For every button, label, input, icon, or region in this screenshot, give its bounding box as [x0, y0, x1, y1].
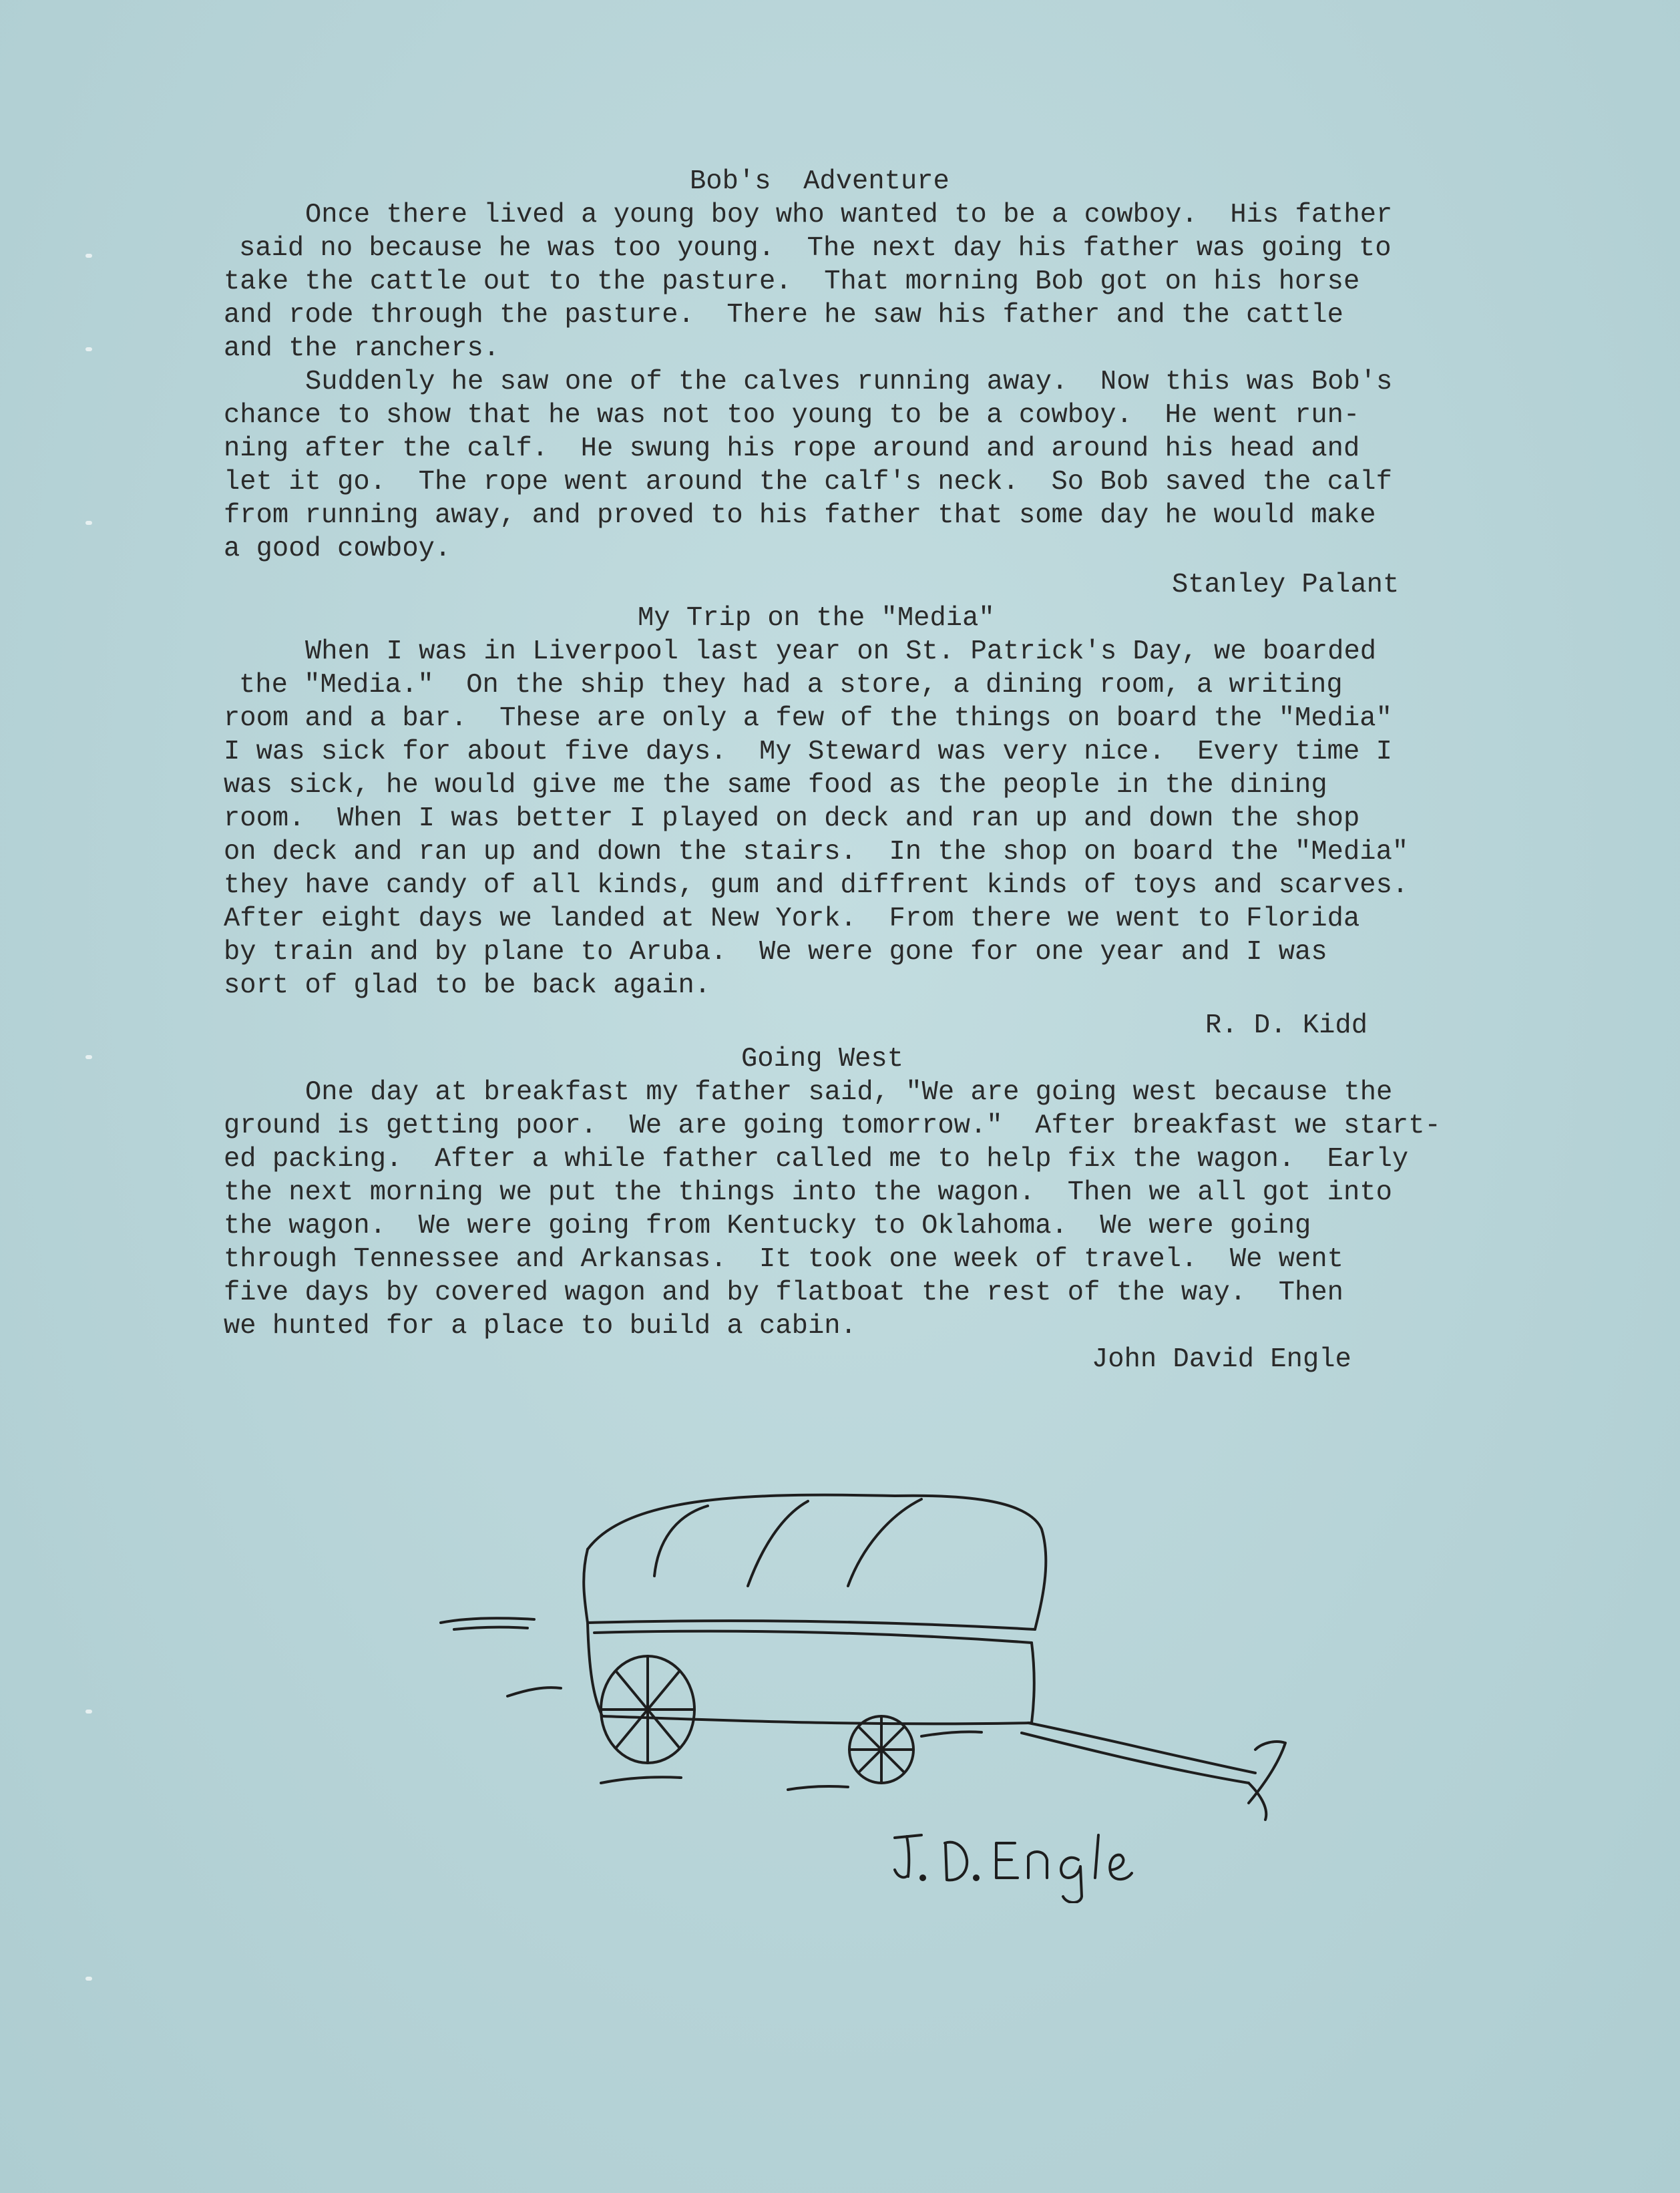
story-line: sort of glad to be back again. — [224, 970, 711, 1001]
punch-mark — [85, 521, 92, 525]
punch-mark — [85, 347, 92, 351]
punch-mark — [85, 254, 92, 258]
story-title: Bob's Adventure — [690, 166, 950, 197]
story-line: on deck and ran up and down the stairs. In the shop on board the "Media" — [224, 837, 1409, 867]
story-line: ed packing. After a while father called me to help fix the wagon. Early — [224, 1144, 1409, 1175]
covered-wagon-drawing — [427, 1469, 1362, 1903]
story-line: and the ranchers. — [224, 333, 500, 364]
story-line: we hunted for a place to build a cabin. — [224, 1311, 857, 1342]
punch-mark — [85, 1977, 92, 1981]
punch-mark — [85, 1055, 92, 1059]
story-line: the next morning we put the things into the wagon. Then we all got into — [224, 1177, 1392, 1208]
story-author: Stanley Palant — [1172, 570, 1400, 600]
story-line: five days by covered wagon and by flatboat the rest of the way. Then — [224, 1277, 1343, 1308]
story-line: ning after the calf. He swung his rope around and around his head and — [224, 433, 1360, 464]
story-line: Suddenly he saw one of the calves running away. Now this was Bob's — [305, 367, 1393, 397]
story-line: the wagon. We were going from Kentucky to Oklahoma. We were going — [224, 1211, 1311, 1241]
covered-wagon-icon — [427, 1469, 1362, 1903]
story-author: R. D. Kidd — [1205, 1010, 1368, 1041]
story-line: said no because he was too young. The next day his father was going to — [239, 233, 1392, 264]
story-line: let it go. The rope went around the calf's neck. So Bob saved the calf — [224, 467, 1392, 497]
story-line: was sick, he would give me the same food as the people in the dining — [224, 770, 1327, 801]
story-line: chance to show that he was not too young to be a cowboy. He went run- — [224, 400, 1360, 431]
story-line: from running away, and proved to his father that some day he would make — [224, 500, 1376, 531]
story-line: the "Media." On the ship they had a store, a dining room, a writing — [239, 670, 1343, 701]
story-line: When I was in Liverpool last year on St. Patrick's Day, we boarded — [305, 636, 1377, 667]
story-title: Going West — [741, 1044, 904, 1074]
story-line: I was sick for about five days. My Steward was very nice. Every time I — [224, 737, 1392, 767]
story-line: by train and by plane to Aruba. We were gone for one year and I was — [224, 937, 1327, 968]
story-line: take the cattle out to the pasture. That morning Bob got on his horse — [224, 266, 1360, 297]
story-line: After eight days we landed at New York. From there we went to Florida — [224, 904, 1360, 934]
story-line: through Tennessee and Arkansas. It took one week of travel. We went — [224, 1244, 1343, 1275]
story-line: a good cowboy. — [224, 534, 451, 564]
story-author: John David Engle — [1092, 1344, 1351, 1375]
punch-mark — [85, 1710, 92, 1714]
story-title: My Trip on the "Media" — [638, 603, 995, 634]
story-line: room and a bar. These are only a few of the things on board the "Media" — [224, 703, 1392, 734]
story-line: they have candy of all kinds, gum and diffrent kinds of toys and scarves. — [224, 870, 1409, 901]
story-line: room. When I was better I played on deck and ran up and down the shop — [224, 803, 1360, 834]
story-line: Once there lived a young boy who wanted to be a cowboy. His father — [305, 200, 1393, 230]
story-line: and rode through the pasture. There he saw his father and the cattle — [224, 300, 1343, 331]
story-line: ground is getting poor. We are going tomorrow." After breakfast we start- — [224, 1111, 1441, 1141]
story-line: One day at breakfast my father said, "We are going west because the — [305, 1077, 1393, 1108]
